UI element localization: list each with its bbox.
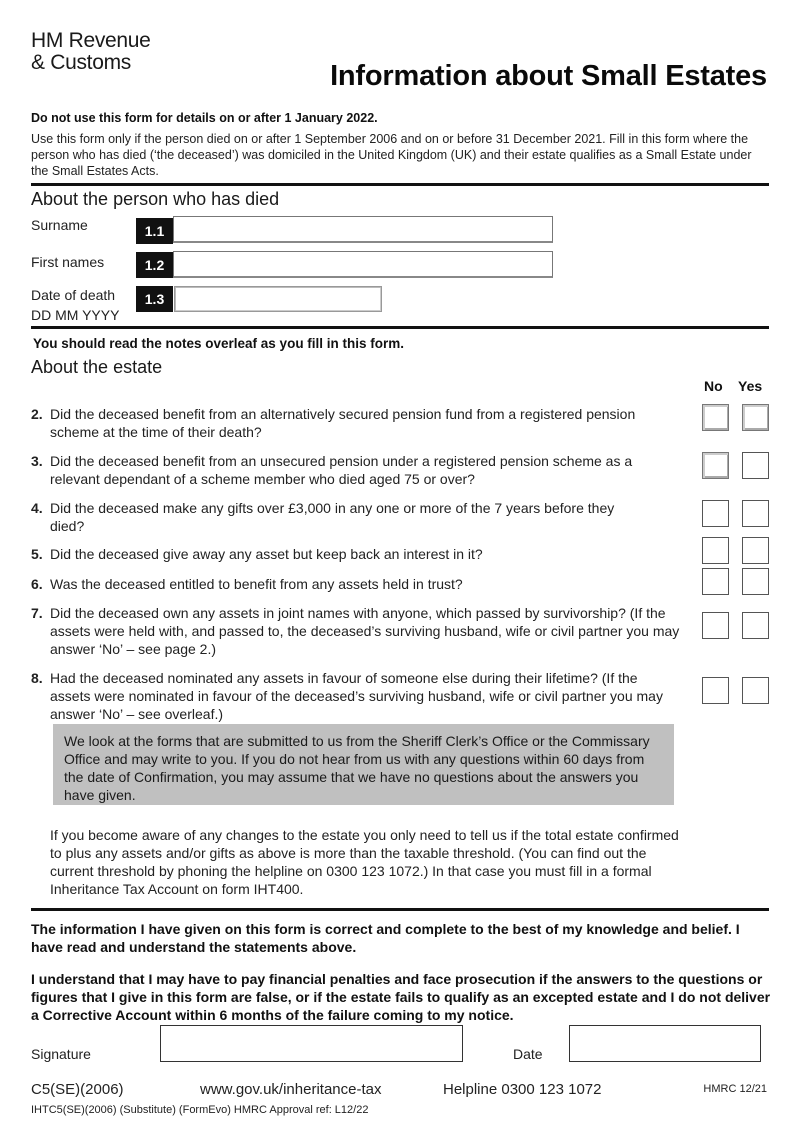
question-8: [31, 669, 681, 723]
q6-yes-checkbox[interactable]: [742, 568, 769, 595]
question-text: Did the deceased benefit from an alternatively secured pension fund from a registered pension scheme at the time of their death?: [50, 406, 636, 440]
form-code: C5(SE)(2006): [31, 1081, 124, 1098]
question-text: Did the deceased benefit from an unsecured pension under a registered pension scheme as a relevant dependant of a scheme member who died aged 75 or over?: [50, 453, 633, 487]
q7-no-checkbox[interactable]: [702, 612, 729, 639]
q2-no-checkbox[interactable]: [702, 404, 729, 431]
section-divider: [31, 183, 769, 186]
first-names-label: First names: [31, 254, 105, 270]
estate-section-heading: About the estate: [31, 357, 163, 377]
logo-line-2: & Customs: [31, 51, 131, 74]
question-number: 3.: [31, 453, 43, 469]
date-label: Date: [513, 1046, 543, 1062]
read-notes-instruction: You should read the notes overleaf as you fill in this form.: [33, 336, 405, 351]
surname-label: Surname: [31, 217, 88, 233]
q2-yes-checkbox[interactable]: [742, 404, 769, 431]
question-text: Did the deceased own any assets in joint names with anyone, which passed by survivorship? (If the assets were held with, and passed to, the deceased’s surviving husband, wife or civil partner you may answer ‘No’ – see page 2.): [50, 605, 680, 657]
field-number-1-2: 1.2: [136, 252, 173, 278]
q8-no-checkbox[interactable]: [702, 677, 729, 704]
q7-yes-checkbox[interactable]: [742, 612, 769, 639]
question-text: Did the deceased give away any asset but keep back an interest in it?: [50, 546, 483, 562]
question-text: Was the deceased entitled to benefit from any assets held in trust?: [50, 576, 463, 592]
confirmation-info-box: We look at the forms that are submitted to us from the Sheriff Clerk’s Office or the Commissary Office and may write to you. If you do not hear from us with any questions within 60 days from the date of Confirmation, you may assume that we have no questions about the answers you have given.: [53, 724, 674, 805]
q3-yes-checkbox[interactable]: [742, 452, 769, 479]
question-4: [31, 499, 681, 535]
question-number: 5.: [31, 546, 43, 562]
column-header-yes: Yes: [738, 378, 763, 394]
question-3: [31, 452, 681, 488]
q5-no-checkbox[interactable]: [702, 537, 729, 564]
question-2: [31, 405, 681, 441]
person-section-heading: About the person who has died: [31, 189, 280, 209]
q4-no-checkbox[interactable]: [702, 500, 729, 527]
q6-no-checkbox[interactable]: [702, 568, 729, 595]
helpline-number: Helpline 0300 123 1072: [443, 1081, 602, 1098]
question-number: 2.: [31, 406, 43, 422]
page-title: Information about Small Estates: [330, 60, 767, 92]
question-text: Did the deceased make any gifts over £3,000 in any one or more of the 7 years before they died?: [50, 500, 615, 534]
q4-yes-checkbox[interactable]: [742, 500, 769, 527]
form-version: HMRC 12/21: [703, 1083, 767, 1095]
question-6: [31, 575, 681, 593]
approval-reference: IHTC5(SE)(2006) (Substitute) (FormEvo) HMRC Approval ref: L12/22: [31, 1104, 369, 1116]
surname-input[interactable]: [173, 216, 553, 243]
question-7: [31, 604, 681, 658]
date-of-death-input[interactable]: [174, 286, 382, 312]
question-number: 7.: [31, 605, 43, 621]
section-divider: [31, 326, 769, 329]
field-number-1-1: 1.1: [136, 218, 173, 244]
question-number: 8.: [31, 670, 43, 686]
signature-label: Signature: [31, 1046, 91, 1062]
declaration-statement: The information I have given on this form is correct and complete to the best of my knowledge and belief. I have read and understand the statements above.: [31, 921, 740, 955]
q8-yes-checkbox[interactable]: [742, 677, 769, 704]
estate-changes-paragraph: If you become aware of any changes to the estate you only need to tell us if the total estate confirmed to plus any assets and/or gifts as above is more than the taxable threshold. (You can find out the current threshold by phoning the helpline on 0300 123 1072.) In that case you must fill in a formal Inheritance Tax Account on form IHT400.: [50, 827, 679, 897]
question-number: 4.: [31, 500, 43, 516]
signature-date-field[interactable]: [569, 1025, 761, 1062]
field-number-1-3: 1.3: [136, 286, 173, 312]
date-of-death-label: Date of death: [31, 287, 116, 303]
question-number: 6.: [31, 576, 43, 592]
first-names-input[interactable]: [173, 251, 553, 278]
q3-no-checkbox[interactable]: [702, 452, 729, 479]
column-header-no: No: [704, 378, 723, 394]
website-link[interactable]: www.gov.uk/inheritance-tax: [200, 1081, 382, 1098]
q5-yes-checkbox[interactable]: [742, 537, 769, 564]
date-format-hint: DD MM YYYY: [31, 307, 120, 323]
logo-line-1: HM Revenue: [31, 29, 151, 52]
question-text: Had the deceased nominated any assets in favour of someone else during their lifetime? (If the assets were nominated in favour of the deceased’s surviving husband, wife or civil partner you may answer ‘No’ – see overleaf.): [50, 670, 663, 722]
section-divider: [31, 908, 769, 911]
penalty-statement: I understand that I may have to pay financial penalties and face prosecution if the answers to the questions or figures that I give in this form are false, or if the estate fails to qualify as an excepted estate and I do not deliver a Corrective Account within 6 months of the failure coming to my notice.: [31, 971, 771, 1023]
question-5: [31, 545, 681, 563]
signature-field[interactable]: [160, 1025, 463, 1062]
hmrc-logo: [31, 30, 151, 74]
intro-text: Use this form only if the person died on or after 1 September 2006 and on or before 31 December 2021. Fill in this form where the person who has died (‘the deceased’) was domiciled in the United Kingdom (UK) and their estate qualifies as a Small Estate under the Small Estates Acts.: [31, 132, 752, 178]
date-warning: Do not use this form for details on or after 1 January 2022.: [31, 111, 378, 125]
